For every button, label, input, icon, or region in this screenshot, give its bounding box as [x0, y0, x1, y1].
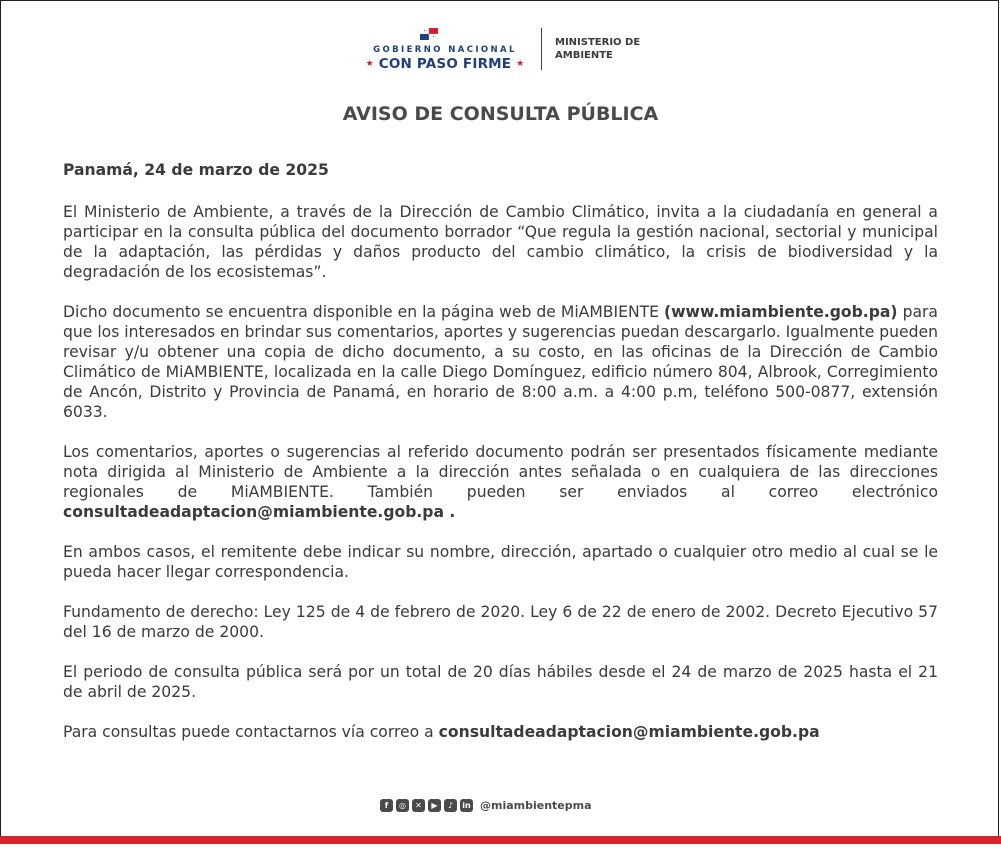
- website-link[interactable]: (www.miambiente.gob.pa): [664, 303, 898, 321]
- header-divider: [541, 28, 542, 70]
- email-link[interactable]: consultadeadaptacion@miambiente.gob.pa .: [63, 503, 456, 521]
- x-icon[interactable]: ✕: [412, 799, 425, 812]
- paragraph-5: Fundamento de derecho: Ley 125 de 4 de febrero de 2020. Ley 6 de 22 de enero de 2002. Decreto Ejecutivo 57 del 16 de marzo de 2000.: [63, 603, 938, 641]
- paragraph-2-start: Dicho documento se encuentra disponible en la página web de MiAMBIENTE: [63, 303, 664, 321]
- notice-body: [63, 160, 938, 762]
- tiktok-icon[interactable]: ♪: [444, 799, 457, 812]
- paragraph-2: [63, 302, 938, 422]
- star-icon: ★: [365, 59, 374, 69]
- paragraph-1: El Ministerio de Ambiente, a través de la Dirección de Cambio Climático, invita a la ciudadanía en general a participar en la consulta pública del documento borrador “Que regula la gestión nacional, sectorial y municipal de la adaptación, las pérdidas y daños producto del cambio climático, la crisis de biodiversidad y la degradación de los ecosistemas”.: [63, 203, 938, 281]
- social-handle: @miambientepma: [480, 798, 592, 812]
- gov-line2: CON PASO FIRME: [378, 56, 512, 72]
- government-logo: [356, 26, 534, 76]
- contact-email-link[interactable]: consultadeadaptacion@miambiente.gob.pa: [438, 723, 820, 741]
- gov-line2-wrapper: [356, 56, 534, 72]
- paragraph-3: [63, 442, 938, 522]
- instagram-icon[interactable]: ◎: [396, 799, 409, 812]
- footer-red-bar: [0, 836, 1001, 844]
- star-icon: ★: [516, 59, 525, 69]
- facebook-icon[interactable]: f: [380, 799, 393, 812]
- ministry-label: [555, 36, 640, 62]
- page-title: AVISO DE CONSULTA PÚBLICA: [342, 103, 659, 125]
- paragraph-7-start: Para consultas puede contactarnos vía correo a: [63, 723, 439, 741]
- ministry-line1: MINISTERIO DE: [555, 37, 641, 48]
- paragraph-3-start: Los comentarios, aportes o sugerencias al referido documento podrán ser presentados físicamente mediante nota dirigida al Ministerio de Ambiente a la dirección antes señalada o en cualquiera de las direcciones regionales de MiAMBIENTE. También pueden ser enviados al correo electrónico: [63, 443, 938, 501]
- ministry-line2: AMBIENTE: [555, 50, 613, 61]
- youtube-icon[interactable]: ▶: [428, 799, 441, 812]
- gov-line1: GOBIERNO NACIONAL: [373, 45, 517, 55]
- paragraph-6: El periodo de consulta pública será por un total de 20 días hábiles desde el 24 de marzo de 2025 hasta el 21 de abril de 2025.: [63, 663, 938, 701]
- paragraph-2-end: para que los interesados en brindar sus comentarios, aportes y sugerencias puedan descargarlo. Igualmente pueden revisar y/u obtener una copia de dicho documento, a su costo, en las oficinas de la Dirección de Cambio Climático de MiAMBIENTE, localizada en la calle Diego Domínguez, edificio número 804, Albrook, Corregimiento de Ancón, Distrito y Provincia de Panamá, en horario de 8:00 a.m. a 4:00 p.m, teléfono 500-0877, extensión 6033.: [63, 303, 938, 421]
- linkedin-icon[interactable]: in: [460, 799, 473, 812]
- paragraph-7: [63, 722, 938, 742]
- notice-date: Panamá, 24 de marzo de 2025: [63, 161, 329, 179]
- social-links: [380, 796, 592, 814]
- header: [0, 26, 1001, 76]
- panama-flag-icon: [420, 28, 438, 40]
- paragraph-4: En ambos casos, el remitente debe indicar su nombre, dirección, apartado o cualquier otro medio al cual se le pueda hacer llegar correspondencia.: [63, 543, 938, 581]
